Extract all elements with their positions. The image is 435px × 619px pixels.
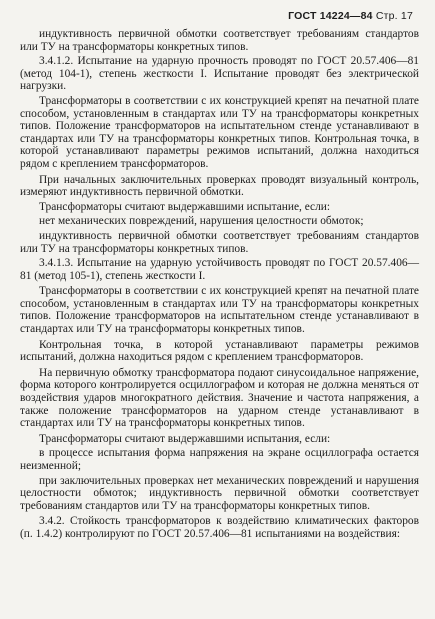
paragraph: 3.4.1.3. Испытание на ударную устойчивость проводят по ГОСТ 20.57.406—81 (метод 105-1), степень жесткости I. (20, 257, 419, 282)
paragraph: 3.4.2. Стойкость трансформаторов к воздействию климатических факторов (п. 1.4.2) контролируют по ГОСТ 20.57.406—81 испытаниями на воздействия: (20, 515, 419, 540)
standard-title: ГОСТ 14224—84 (288, 10, 373, 22)
page-header (288, 10, 413, 22)
body-text (20, 28, 419, 541)
paragraph: индуктивность первичной обмотки соответствует требованиям стандартов или ТУ на трансформаторы конкретных типов. (20, 28, 419, 53)
paragraph: Контрольная точка, в которой устанавливают параметры режимов испытаний, должна находиться рядом с креплением трансформаторов. (20, 338, 419, 364)
paragraph: 3.4.1.2. Испытание на ударную прочность проводят по ГОСТ 20.57.406—81 (метод 104-1), степень жесткости I. Испытание проводят без электрической нагрузки. (20, 55, 419, 93)
paragraph: Трансформаторы в соответствии с их конструкцией крепят на печатной плате способом, установленным в стандартах или ТУ на трансформаторы конкретных типов. Положение трансформаторов на испытательном стенде устанавливают в стандартах или ТУ на трансформаторы конкретных типов. Контрольная точка, в которой устанавливают параметры режимов испытаний, должна находиться рядом с креплением трансформаторов. (20, 94, 419, 170)
paragraph: Трансформаторы считают выдержавшими испытание, если: (39, 200, 331, 213)
paragraph: индуктивность первичной обмотки соответствует требованиям стандартов или ТУ на трансформаторы конкретных типов. (20, 229, 419, 255)
paragraph: Трансформаторы в соответствии с их конструкцией крепят на печатной плате способом, установленным в стандартах или ТУ на трансформаторы конкретных типов. Положение трансформаторов на испытательном стенде устанавливают в стандартах или ТУ на трансформаторы конкретных типов. (20, 285, 419, 336)
paragraph: при заключительных проверках нет механических повреждений и нарушения целостности обмоток; индуктивность первичной обмотки соответствует требованиям стандартов или ТУ на трансформаторы конкретных типов. (20, 474, 419, 512)
paragraph: Трансформаторы считают выдержавшими испытания, если: (39, 432, 331, 445)
paragraph: в процессе испытания форма напряжения на экране осциллографа остается неизменной; (20, 447, 419, 472)
paragraph: На первичную обмотку трансформатора подают синусоидальное напряжение, форма которого контролируется осциллографом и которая не должна меняться от воздействия ударов многократного действия. Значение и частота напряжения, а также положение трансформаторов на ударном стенде устанавливают в стандартах или ТУ на трансформаторы конкретных типов. (20, 366, 419, 430)
paragraph: нет механических повреждений, нарушения целостности обмоток; (39, 215, 364, 228)
page-number: Стр. 17 (375, 10, 413, 22)
paragraph: При начальных заключительных проверках проводят визуальный контроль, измеряют индуктивность первичной обмотки. (20, 173, 419, 199)
